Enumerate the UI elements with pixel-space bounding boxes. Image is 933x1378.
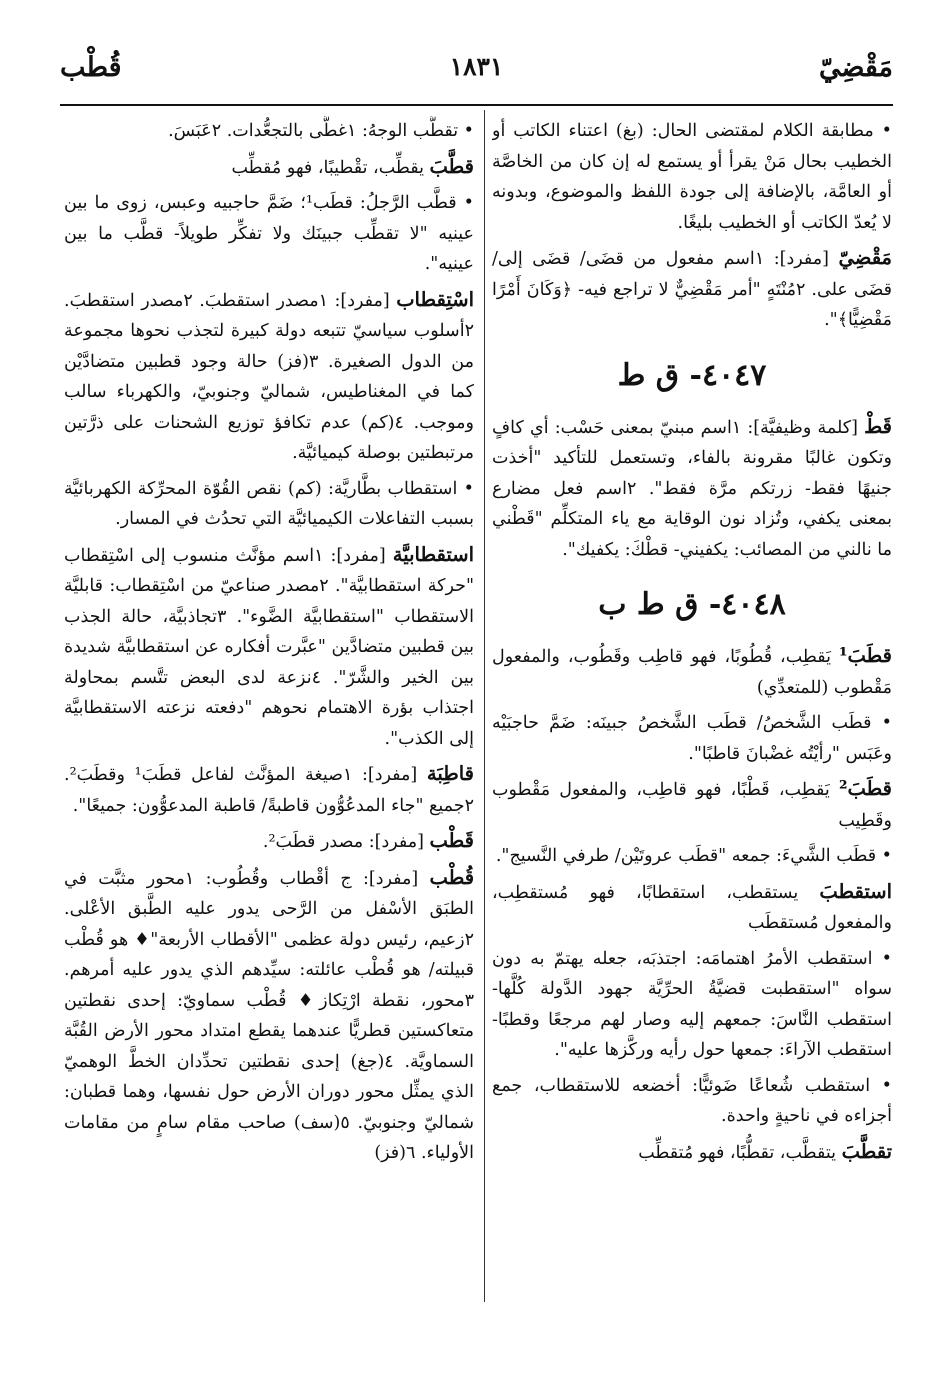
entry-definition: • قطَب الشَّيءَ: جمعه "قطَب عروتَيْن/ طرفي النَّسيج". [495,846,892,866]
root-heading-4047: ٤٠٤٧- ق ط [617,357,767,393]
entry-definition: يَقطِب، قَطْبًا، فهو قاطِب، والمفعول مَقْطوب وقَطِيب [492,780,892,831]
dictionary-entry [492,412,892,566]
entry-definition: • استقطب شُعاعًا ضَوئيًّا: أخضعه للاستقطاب، جمع أجزاءه في ناحيةٍ واحدة. [492,1075,892,1126]
entry-headword: قُطْب [429,865,474,889]
entry-definition: • استقطب الأمرُ اهتمامَه: اجتذبَه، جعله يهتمّ به دون سواه "استقطبت قضيَّةُ الحرِّيَّة جهود الدَّولة كُلَّها- استقطب النَّاسَ: جمعهم إليه وصار لهم مرجعًا وقطبًا- استقطب الآراءَ: جمعها حول رأيه وركَّزها عليه". [492,948,892,1060]
entry-definition: يقطِّب، تقْطيبًا، فهو مُقطِّب [231,157,430,178]
entry-headword: قطَبَ¹ [838,644,892,667]
dictionary-entry [492,841,892,872]
entry-definition: [كلمة وظيفيَّة]: ١اسم مبنيّ بمعنى حَسْب: أي كافٍ وتكون غالبًا مقرونة بالفاء، وتستعمل للتأكيد "أخذت جنيهًا فقط- زرتكم مرَّة فقط". ٢اسم فعل مضارع بمعنى يكفي، وتُزاد نون الوقاية مع ياء المتكلِّم "قَطْني ما نالني من المصائب: يكفيني- قطْكَ: يكفيك". [492,417,892,560]
right-entries-group-2 [492,412,892,566]
entry-definition: [مفرد]: ١اسم مفعول من قضَى/ قضَى إلى/ قضَى على. ٢مُنْتَهٍ "أمر مَقْضِيٌّ لا تراجع فيه- ﴿وَكَانَ أَمْرًا مَقْضِيًّا﴾". [492,249,892,330]
column-divider [484,110,485,1302]
entry-headword: قطَبَ² [838,777,892,800]
page-number: ١٨٣١ [449,52,504,81]
header-guide-word-left: قُطْب [60,52,122,83]
right-column [492,116,892,1306]
entry-headword: قطَّبَ [429,154,474,178]
entry-headword: قَطْ [864,414,892,438]
entry-headword: مَقْضِيّ [838,246,892,269]
page-header [60,48,893,100]
entry-headword: تقطَّبَ [841,1139,892,1163]
left-entries-group [64,116,474,1169]
dictionary-entry [492,243,892,336]
dictionary-entry [492,641,892,703]
dictionary-entry [492,116,892,238]
entry-definition: [مفرد]: مصدر قطَبَ². [262,832,430,852]
entry-definition: • استقطاب بطَّاريَّة: (كم) نقص القُوّة المحرِّكة الكهربائيَّة بسبب التفاعلات الكيميائيَّة التي تحدُث في المسار. [64,478,474,529]
dictionary-entry [492,1071,892,1132]
entry-definition: [مفرد]: ١مصدر استقطبَ. ٢مصدر استقطبَ. ٢أسلوب سياسيّ تتبعه دولة كبيرة لتجذب نحوها مجموعة من الدول الصغيرة. ٣(فز) حالة وجود قطبين متضادَّيْن كما في المغناطيس، شماليّ وجنوبيّ، والكهرباء سالب وموجب. ٤(كم) عدم تكافؤ توزيع الشحنات على ذرَّتين مرتبطتين بوصلة كيميائيَّة. [64,290,474,463]
dictionary-entry [64,759,474,821]
dictionary-entry [64,540,474,755]
entry-headword: قاطِبَة [426,762,474,785]
left-column [64,116,474,1306]
entry-definition: • مطابقة الكلام لمقتضى الحال: (بغ) اعتناء الكاتب أو الخطيب بحال مَنْ يقرأ أو يستمع له إن كان من الخاصَّة أو العامَّة، بالإضافة إلى جودة اللفظ والموضوع، وبدونه لا يُعدّ الكاتب أو الخطيب بليغًا. [492,121,892,233]
entry-definition: يستقطب، استقطابًا، فهو مُستقطِب، والمفعول مُستقطَب [492,882,892,933]
dictionary-entry [492,708,892,769]
entry-headword: استقطبَ [819,879,892,903]
root-heading-4048: ٤٠٤٨- ق ط ب [598,587,786,622]
entry-definition: • تقطَّب الوجهُ: ١غطَّى بالتجعُّدات. ٢عَبَسَ. [168,121,474,141]
entry-definition: • قطَب الشَّخصُ/ قطَب الشَّخصُ جبينَه: ضَمَّ حاجبَيْه وعَبَس "رأيْتُه غضْبانَ قاطبًا". [492,713,892,764]
dictionary-entry [64,116,474,147]
entry-headword: قَطْب [429,829,474,852]
header-rule [60,104,893,106]
dictionary-entry [64,152,474,184]
dictionary-entry [64,188,474,280]
dictionary-entry [492,1137,892,1169]
right-entries-group-3 [492,641,892,1168]
dictionary-entry [64,474,474,535]
right-entries-group [492,116,892,336]
dictionary-entry [64,863,474,1169]
entry-definition: [مفرد]: ١صيغة المؤنَّث لفاعل قطَبَ¹ وقطَبَ². ٢جميع "جاء المدعُوُّون قاطبةً/ قاطبة المدعوُّون: جميعًا". [64,765,474,816]
entry-headword: اسْتِقطاب [396,287,474,311]
entry-definition: • قطَّب الرَّجلُ: قطَب¹؛ ضَمَّ حاجبيه وعبس، زوى ما بين عينيه "لا تقطِّب جبينَك ولا تفكِّر طويلاً- قطَّب ما بين عينيه". [64,193,474,274]
dictionary-entry [492,877,892,939]
dictionary-entry [64,285,474,469]
dictionary-entry [492,944,892,1066]
entry-definition: [مفرد]: ١اسم مؤنَّث منسوب إلى اسْتِقطاب "حركة استقطابيَّة". ٢مصدر صناعيّ من اسْتِقطاب: قابليَّة الاستقطاب "استقطابيَّة الضَّوء". ٣تجاذبيَّة، حالة الجذب بين قطبين متضادَّين "عبَّرت أفكاره عن استقطابيَّة شديدة بين الخير والشَّرّ". ٤نزعة لدى البعض تتَّسم بمحاولة اجتذاب بؤرة الاهتمام نحوهم "دفعته نزعته الاستقطابيَّة إلى الكذب". [64,545,474,749]
dictionary-entry [64,826,474,858]
header-guide-word-right: مَقْضِيّ [818,52,893,83]
entry-headword: استقطابيَّة [392,542,474,566]
entry-definition: [مفرد]: ج أقْطاب وقُطُوب: ١محور مثبَّت في الطبَق الأسْفل من الرَّحى يدور عليه الطَّبق الأعْلى. ٢زعيم، رئيس دولة عظمى "الأقطاب الأربعة"♦ هو قُطْب قبيلته/ هو قُطْب عائلته: سيِّدهم الذي يدور عليه أمرهم. ٣محور، نقطة ارْتِكاز♦ قُطْب سماويّ: إحدى نقطتين متعاكستين قطريًّا عندهما يقطع امتداد محور الأرض القُبَّة السماويَّة. ٤(جغ) إحدى نقطتين تحدِّدان الخطَّ الوهميّ الذي يمثِّل محور دوران الأرض حول نفسها، وهما قطبان: شماليّ وجنوبيّ. ٥(سف) صاحب مقام سامٍ من مقامات الأولياء. ٦(فز) [64,868,474,1163]
entry-definition: يَقطِب، قُطُوبًا، فهو قاطِب وقَطُوب، والمفعول مَقْطوب (للمتعدِّي) [492,647,892,698]
entry-definition: يتقطَّب، تقطُّبًا، فهو مُتقطِّب [638,1142,842,1163]
dictionary-entry [492,774,892,836]
